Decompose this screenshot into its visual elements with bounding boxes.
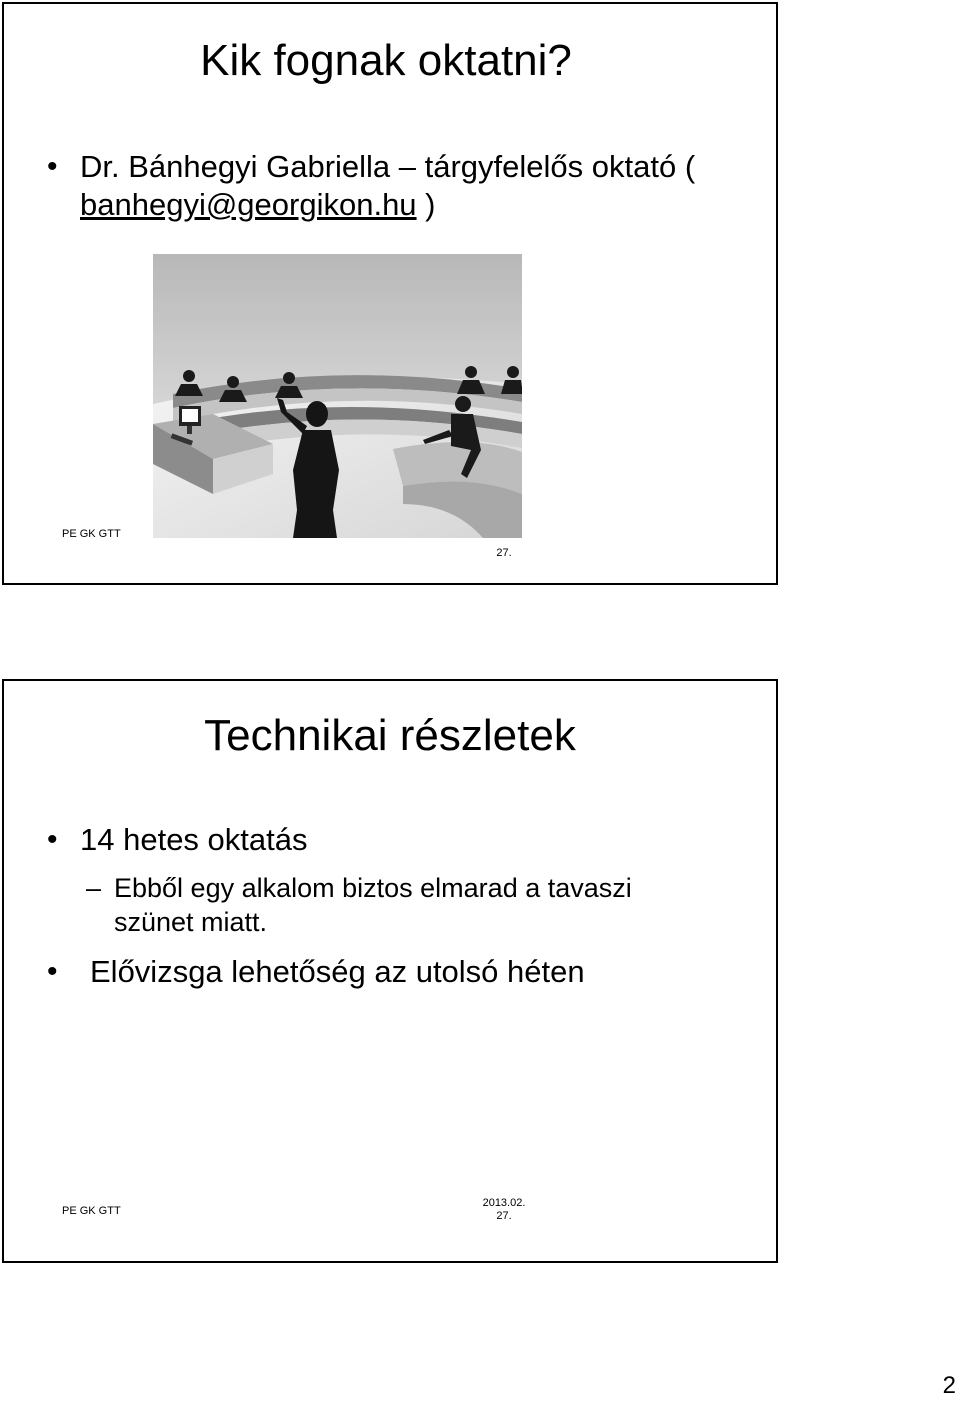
footer-date	[474, 534, 534, 560]
page-number: 2	[942, 1372, 956, 1399]
bullet-icon: •	[47, 150, 58, 183]
instructor-bullet	[47, 148, 720, 224]
footer-date-line2: 27.	[496, 547, 512, 559]
instructor-text: Dr. Bánhegyi Gabriella – tárgyfelelős oktató (	[80, 149, 696, 184]
instructor-text-end: )	[416, 187, 436, 222]
footer-organization: PE GK GTT	[62, 528, 121, 540]
slide-2-title: Technikai részletek	[204, 711, 576, 760]
footer-date-line1: 2013.02.	[482, 1197, 526, 1209]
bullet-pre-exam	[47, 953, 585, 991]
dash-icon: –	[86, 873, 102, 903]
email-link[interactable]: banhegyi@georgikon.hu	[80, 187, 417, 222]
slide-1	[2, 2, 778, 585]
slide-1-title: Kik fognak oktatni?	[200, 36, 572, 85]
bullet-weeks	[47, 821, 308, 859]
sub-bullet-text: Ebből egy alkalom biztos elmarad a tavaszi szünet miatt.	[114, 873, 632, 937]
bullet-icon: •	[47, 955, 58, 988]
footer-organization: PE GK GTT	[62, 1205, 121, 1217]
slide-2	[2, 679, 778, 1263]
footer-date-line2: 27.	[496, 1210, 512, 1222]
lecture-hall-illustration	[153, 254, 522, 538]
bullet-icon: •	[47, 823, 58, 856]
bullet-pre-exam-text: Elővizsga lehetőség az utolsó héten	[90, 954, 585, 989]
bullet-weeks-text: 14 hetes oktatás	[80, 822, 308, 857]
sub-bullet-spring-break	[86, 871, 714, 939]
footer-date	[474, 1197, 534, 1223]
